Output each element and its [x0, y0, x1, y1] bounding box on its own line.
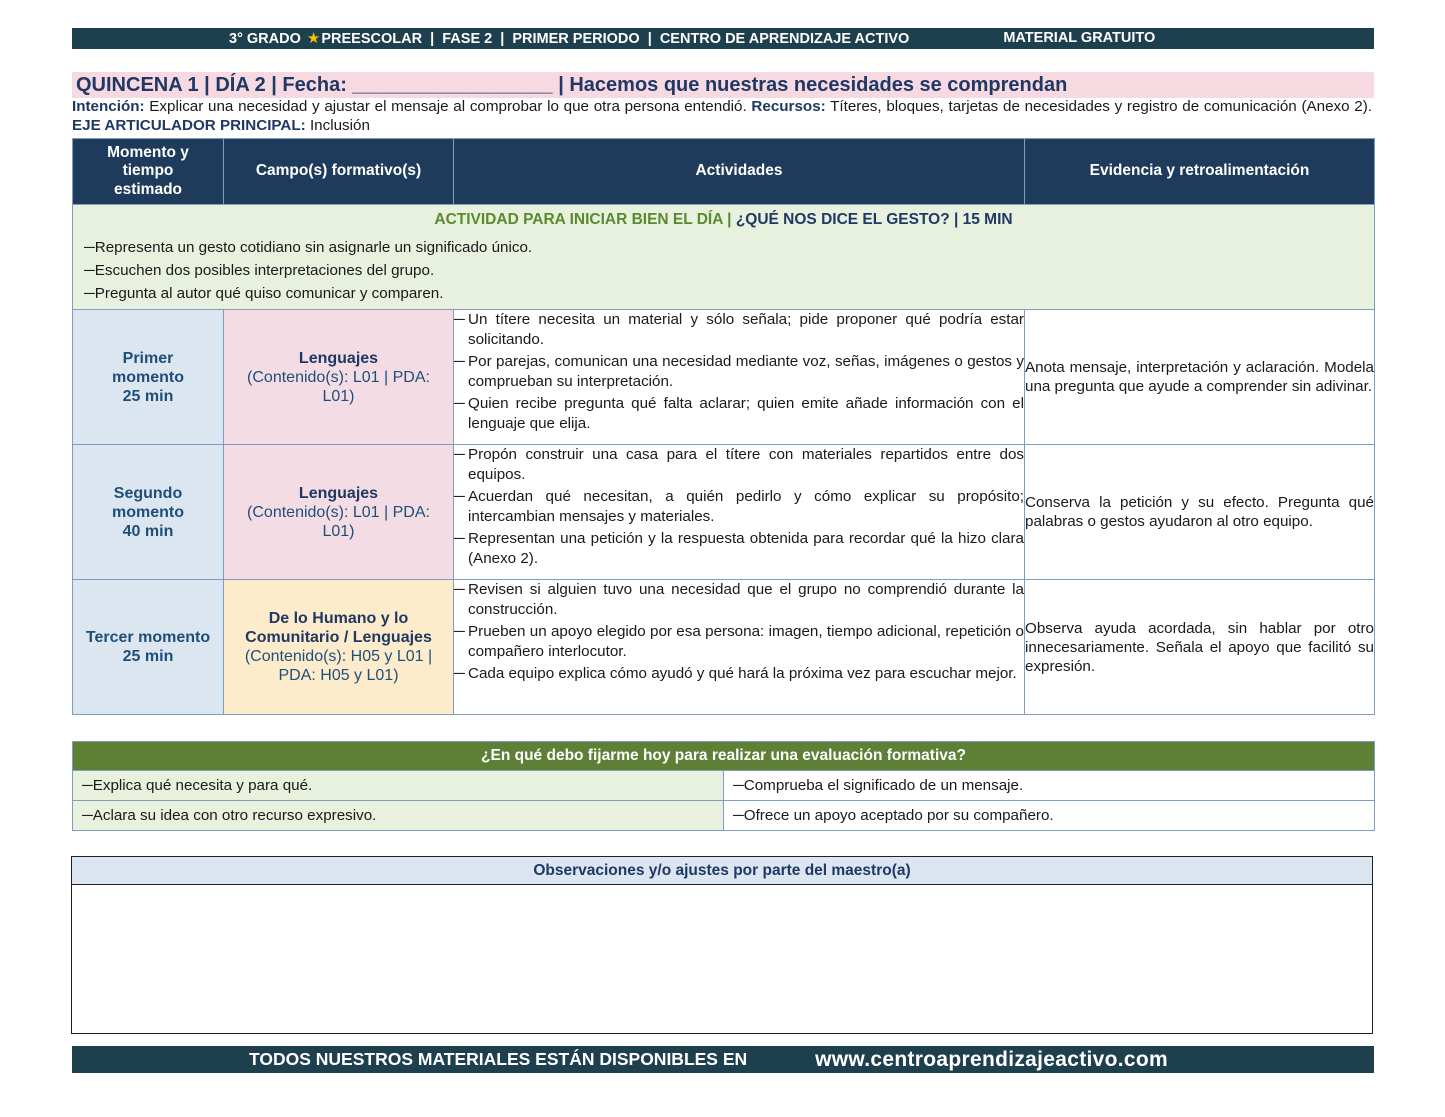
observations-area[interactable] — [72, 885, 1372, 1032]
list-item: ─Representa un gesto cotidiano sin asignarle un significado único. — [84, 239, 533, 256]
evaluation-table — [72, 741, 1375, 831]
evaluation-title: ¿En qué debo fijarme hoy para realizar una evaluación formativa? — [73, 742, 1375, 771]
list-item: ─ Cada equipo explica cómo ayudó y qué hará la próxima vez para escuchar mejor. — [454, 665, 1017, 682]
intencion-label: Intención: — [72, 98, 145, 115]
footer-text: TODOS NUESTROS MATERIALES ESTÁN DISPONIBLES EN — [249, 1049, 748, 1069]
list-item: ─ Quien recibe pregunta qué falta aclarar; quien emite añade información con el lenguaje que elija. — [454, 395, 1024, 432]
list-item: ─ Propón construir una casa para el títere con materiales repartidos entre dos equipos. — [454, 446, 1024, 483]
star-icon: ★ — [306, 29, 321, 47]
moment-cell: Primer momento 25 min — [73, 310, 224, 445]
list-item: ─Pregunta al autor qué quiso comunicar y comparen. — [84, 285, 444, 302]
footer-url[interactable]: www.centroaprendizajeactivo.com — [815, 1047, 1168, 1071]
list-item: ─ Prueben un apoyo elegido por esa persona: imagen, tiempo adicional, repetición o compañero interlocutor. — [454, 623, 1024, 660]
table-row — [73, 580, 1375, 715]
header-actividades: Actividades — [454, 139, 1025, 205]
header-left: 3° GRADO ★PREESCOLAR | FASE 2 | PRIMER PERIODO | CENTRO DE APRENDIZAJE ACTIVO — [229, 29, 910, 47]
intent-paragraph — [72, 98, 1372, 135]
start-activity — [73, 205, 1375, 310]
eje-label: EJE ARTICULADOR PRINCIPAL: — [72, 116, 306, 134]
observations-box — [71, 856, 1373, 1034]
campo-cell: Lenguajes (Contenido(s): L01 | PDA: L01) — [224, 445, 454, 580]
list-item: ─Escuchen dos posibles interpretaciones del grupo. — [84, 262, 435, 279]
activities-cell — [454, 445, 1025, 580]
list-item: ─ Por parejas, comunican una necesidad mediante voz, señas, imágenes o gestos y comprueban su interpretación. — [454, 353, 1024, 390]
intencion-text: Explicar una necesidad y ajustar el mensaje al comprobar lo que otra persona entendió. — [144, 98, 752, 115]
evaluation-item: ─Ofrece un apoyo aceptado por su compañero. — [724, 801, 1375, 831]
moment-cell: Tercer momento 25 min — [73, 580, 224, 715]
header-momento: Momento y tiempo estimado — [73, 139, 224, 205]
campo-cell: Lenguajes (Contenido(s): L01 | PDA: L01) — [224, 310, 454, 445]
start-activity-title: ACTIVIDAD PARA INICIAR BIEN EL DÍA | ¿QUÉ NOS DICE EL GESTO? | 15 MIN — [434, 211, 1013, 228]
plan-table — [72, 138, 1375, 715]
campo-cell: De lo Humano y lo Comunitario / Lenguajes (Contenido(s): H05 y L01 | PDA: H05 y L01) — [224, 580, 454, 715]
evaluation-item: ─Explica qué necesita y para qué. — [73, 771, 724, 801]
list-item: ─ Revisen si alguien tuvo una necesidad que el grupo no comprendió durante la construcción. — [454, 581, 1024, 618]
evidence-cell: Observa ayuda acordada, sin hablar por otro innecesariamente. Señala el apoyo que facilitó su expresión. — [1025, 580, 1375, 715]
header-right: MATERIAL GRATUITO — [1003, 30, 1156, 46]
start-activity-list — [84, 236, 1374, 305]
footer-bar — [72, 1046, 1374, 1073]
evidence-cell: Anota mensaje, interpretación y aclaración. Modela una pregunta que ayude a comprender sin adivinar. — [1025, 310, 1375, 445]
header-campo: Campo(s) formativo(s) — [224, 139, 454, 205]
evaluation-item: ─Comprueba el significado de un mensaje. — [724, 771, 1375, 801]
table-row — [73, 445, 1375, 580]
recursos-text: Títeres, bloques, tarjetas de necesidades y registro de comunicación (Anexo 2). — [825, 98, 1373, 115]
header-evidencia: Evidencia y retroalimentación — [1025, 139, 1375, 205]
list-item: ─ Representan una petición y la respuesta obtenida para recordar qué la hizo clara (Anexo 2). — [454, 530, 1024, 567]
header-bar — [72, 28, 1374, 49]
recursos-label: Recursos: — [751, 98, 826, 115]
evidence-cell: Conserva la petición y su efecto. Pregunta qué palabras o gestos ayudaron al otro equipo. — [1025, 445, 1375, 580]
table-row — [73, 310, 1375, 445]
page-title: QUINCENA 1 | DÍA 2 | Fecha: __________________ | Hacemos que nuestras necesidades se comprendan — [72, 72, 1374, 98]
moment-cell: Segundo momento 40 min — [73, 445, 224, 580]
activities-cell — [454, 580, 1025, 715]
evaluation-item: ─Aclara su idea con otro recurso expresivo. — [73, 801, 724, 831]
eje-text: Inclusión — [305, 116, 370, 134]
list-item: ─ Acuerdan qué necesitan, a quién pedirlo y cómo explicar su propósito; intercambian mensajes y materiales. — [454, 488, 1024, 525]
observations-title: Observaciones y/o ajustes por parte del maestro(a) — [72, 857, 1372, 885]
list-item: ─ Un títere necesita un material y sólo señala; pide proponer qué podría estar solicitando. — [454, 311, 1024, 348]
activities-cell — [454, 310, 1025, 445]
